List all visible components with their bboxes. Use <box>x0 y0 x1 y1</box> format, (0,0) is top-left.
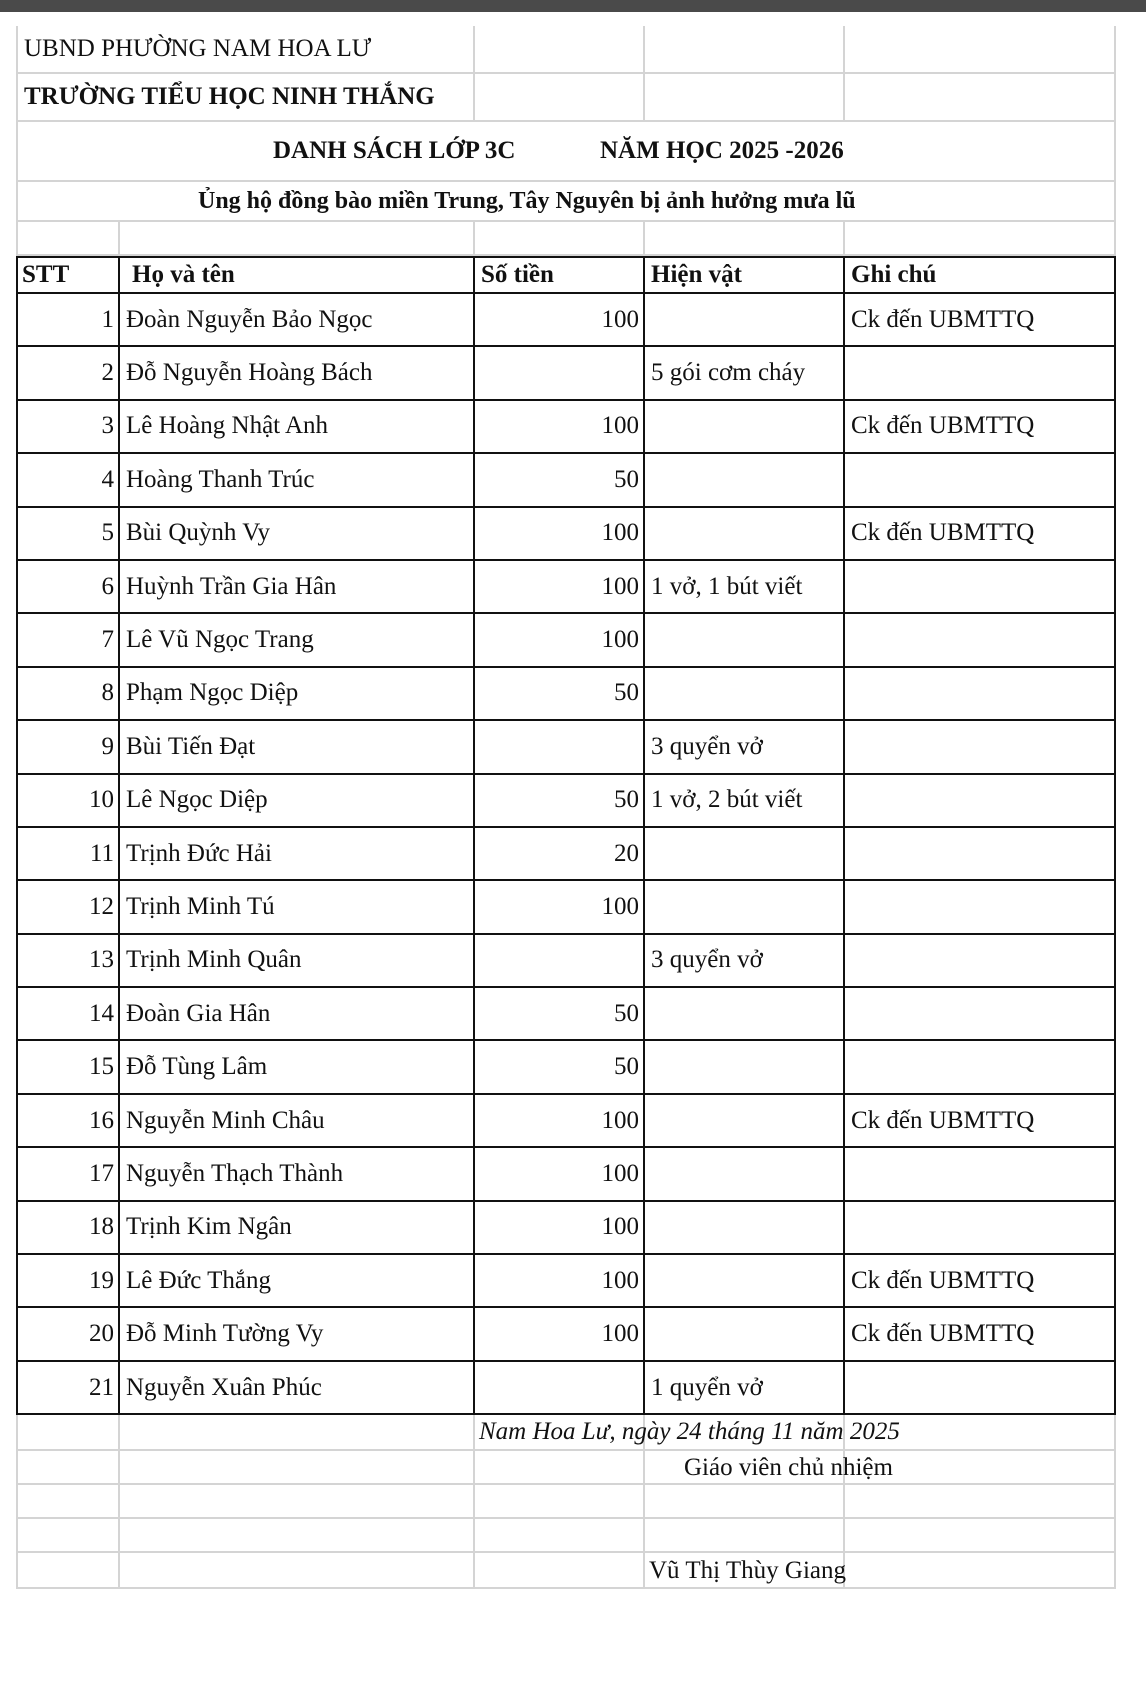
row-number: 4 <box>16 454 120 507</box>
row-note: Ck đến UBMTTQ <box>845 1255 1116 1308</box>
table-row <box>16 668 1116 721</box>
row-number: 13 <box>16 935 120 988</box>
row-name: Trịnh Đức Hải <box>120 828 475 881</box>
row-note <box>845 561 1116 614</box>
row-item <box>645 1041 845 1094</box>
row-name: Lê Hoàng Nhật Anh <box>120 401 475 454</box>
table-body <box>16 294 1116 1415</box>
row-amount: 100 <box>475 881 645 934</box>
row-amount: 100 <box>475 294 645 347</box>
row-item <box>645 668 845 721</box>
row-note <box>845 775 1116 828</box>
row-name: Trịnh Kim Ngân <box>120 1202 475 1255</box>
row-amount: 100 <box>475 561 645 614</box>
row-number: 11 <box>16 828 120 881</box>
school-name: TRƯỜNG TIỂU HỌC NINH THẮNG <box>24 83 435 110</box>
row-number: 15 <box>16 1041 120 1094</box>
footer-row-empty-2 <box>16 1519 1116 1553</box>
row-name: Đoàn Nguyễn Bảo Ngọc <box>120 294 475 347</box>
row-amount <box>475 935 645 988</box>
row-name: Nguyễn Thạch Thành <box>120 1148 475 1201</box>
row-item <box>645 1095 845 1148</box>
row-note <box>845 1148 1116 1201</box>
table-row <box>16 454 1116 507</box>
row-amount: 100 <box>475 401 645 454</box>
row-item: 1 quyển vở <box>645 1362 845 1415</box>
col-header-amount: Số tiền <box>475 258 645 294</box>
header-row-empty <box>16 222 1116 256</box>
col-header-item: Hiện vật <box>645 258 845 294</box>
row-item <box>645 881 845 934</box>
row-item <box>645 508 845 561</box>
row-amount: 100 <box>475 1255 645 1308</box>
row-amount: 50 <box>475 775 645 828</box>
table-row <box>16 721 1116 774</box>
row-number: 2 <box>16 347 120 400</box>
row-amount: 50 <box>475 454 645 507</box>
row-number: 1 <box>16 294 120 347</box>
row-number: 6 <box>16 561 120 614</box>
row-number: 18 <box>16 1202 120 1255</box>
table-row <box>16 1362 1116 1415</box>
table-row <box>16 1095 1116 1148</box>
top-bar <box>0 0 1146 12</box>
row-item <box>645 1202 845 1255</box>
row-name: Đỗ Tùng Lâm <box>120 1041 475 1094</box>
row-number: 14 <box>16 988 120 1041</box>
place-date: Nam Hoa Lư, ngày 24 tháng 11 năm 2025 <box>479 1418 900 1446</box>
row-name: Đỗ Nguyễn Hoàng Bách <box>120 347 475 400</box>
row-note: Ck đến UBMTTQ <box>845 401 1116 454</box>
school-year: NĂM HỌC 2025 -2026 <box>600 137 844 164</box>
row-number: 16 <box>16 1095 120 1148</box>
row-amount: 100 <box>475 1202 645 1255</box>
row-note: Ck đến UBMTTQ <box>845 1308 1116 1361</box>
row-item <box>645 614 845 667</box>
subtitle: Ủng hộ đồng bào miền Trung, Tây Nguyên bị ảnh hưởng mưa lũ <box>198 187 856 214</box>
row-note <box>845 614 1116 667</box>
list-title: DANH SÁCH LỚP 3C <box>273 137 516 164</box>
col-header-stt: STT <box>16 258 120 294</box>
table-row <box>16 1255 1116 1308</box>
row-number: 20 <box>16 1308 120 1361</box>
ward-name: UBND PHƯỜNG NAM HOA LƯ <box>24 35 372 62</box>
row-note <box>845 881 1116 934</box>
table-row <box>16 347 1116 400</box>
header-row-title <box>16 122 1116 182</box>
row-amount: 20 <box>475 828 645 881</box>
row-amount: 100 <box>475 1095 645 1148</box>
row-item <box>645 828 845 881</box>
row-note <box>845 935 1116 988</box>
table-row <box>16 1148 1116 1201</box>
row-item: 3 quyển vở <box>645 935 845 988</box>
row-number: 21 <box>16 1362 120 1415</box>
row-amount: 100 <box>475 1148 645 1201</box>
teacher-role: Giáo viên chủ nhiệm <box>684 1454 893 1482</box>
row-number: 7 <box>16 614 120 667</box>
row-note <box>845 347 1116 400</box>
row-number: 5 <box>16 508 120 561</box>
school-cell <box>16 74 475 122</box>
table-row <box>16 988 1116 1041</box>
row-amount <box>475 347 645 400</box>
table-row <box>16 614 1116 667</box>
table-row <box>16 935 1116 988</box>
row-note <box>845 1202 1116 1255</box>
table-row <box>16 828 1116 881</box>
row-note <box>845 668 1116 721</box>
row-number: 17 <box>16 1148 120 1201</box>
col-header-name: Họ và tên <box>120 258 475 294</box>
donation-table <box>16 256 1116 1415</box>
row-note <box>845 828 1116 881</box>
signer-name: Vũ Thị Thùy Giang <box>649 1557 846 1585</box>
row-item <box>645 454 845 507</box>
row-note: Ck đến UBMTTQ <box>845 508 1116 561</box>
row-note <box>845 1362 1116 1415</box>
row-note: Ck đến UBMTTQ <box>845 294 1116 347</box>
row-amount: 50 <box>475 1041 645 1094</box>
row-name: Lê Đức Thắng <box>120 1255 475 1308</box>
row-amount: 100 <box>475 1308 645 1361</box>
row-item: 1 vở, 1 bút viết <box>645 561 845 614</box>
row-name: Đoàn Gia Hân <box>120 988 475 1041</box>
row-item: 3 quyển vở <box>645 721 845 774</box>
row-number: 10 <box>16 775 120 828</box>
row-number: 3 <box>16 401 120 454</box>
row-item <box>645 1308 845 1361</box>
row-amount: 100 <box>475 614 645 667</box>
subtitle-cell <box>16 182 1116 222</box>
row-note <box>845 454 1116 507</box>
col-header-note: Ghi chú <box>845 258 1116 294</box>
header-row-ward <box>16 26 1116 74</box>
header-row-school <box>16 74 1116 122</box>
table-row <box>16 401 1116 454</box>
table-row <box>16 1202 1116 1255</box>
row-name: Bùi Tiến Đạt <box>120 721 475 774</box>
row-name: Bùi Quỳnh Vy <box>120 508 475 561</box>
row-name: Huỳnh Trần Gia Hân <box>120 561 475 614</box>
row-item <box>645 988 845 1041</box>
row-note <box>845 721 1116 774</box>
table-row <box>16 1308 1116 1361</box>
row-note <box>845 1041 1116 1094</box>
row-amount: 100 <box>475 508 645 561</box>
footer-row-role <box>16 1451 1116 1485</box>
row-name: Nguyễn Xuân Phúc <box>120 1362 475 1415</box>
footer-row-signer <box>16 1553 1116 1589</box>
footer-row-empty-1 <box>16 1485 1116 1519</box>
row-number: 19 <box>16 1255 120 1308</box>
row-name: Nguyễn Minh Châu <box>120 1095 475 1148</box>
row-amount <box>475 721 645 774</box>
row-name: Đỗ Minh Tường Vy <box>120 1308 475 1361</box>
table-row <box>16 561 1116 614</box>
table-row <box>16 294 1116 347</box>
row-name: Hoàng Thanh Trúc <box>120 454 475 507</box>
table-row <box>16 881 1116 934</box>
row-amount: 50 <box>475 988 645 1041</box>
row-amount: 50 <box>475 668 645 721</box>
row-name: Trịnh Minh Quân <box>120 935 475 988</box>
footer-row-date <box>16 1415 1116 1451</box>
row-item: 5 gói cơm cháy <box>645 347 845 400</box>
row-number: 12 <box>16 881 120 934</box>
table-row <box>16 1041 1116 1094</box>
table-header-row <box>16 258 1116 294</box>
row-item <box>645 401 845 454</box>
title-cell <box>16 122 1116 182</box>
row-note <box>845 988 1116 1041</box>
row-name: Trịnh Minh Tú <box>120 881 475 934</box>
table-row <box>16 775 1116 828</box>
row-item: 1 vở, 2 bút viết <box>645 775 845 828</box>
row-name: Lê Vũ Ngọc Trang <box>120 614 475 667</box>
table-row <box>16 508 1116 561</box>
row-amount <box>475 1362 645 1415</box>
row-number: 9 <box>16 721 120 774</box>
row-name: Lê Ngọc Diệp <box>120 775 475 828</box>
row-name: Phạm Ngọc Diệp <box>120 668 475 721</box>
row-note: Ck đến UBMTTQ <box>845 1095 1116 1148</box>
row-item <box>645 294 845 347</box>
row-number: 8 <box>16 668 120 721</box>
header-row-subtitle <box>16 182 1116 222</box>
row-item <box>645 1255 845 1308</box>
ward-cell <box>16 26 475 74</box>
row-item <box>645 1148 845 1201</box>
spreadsheet <box>16 26 1116 1589</box>
